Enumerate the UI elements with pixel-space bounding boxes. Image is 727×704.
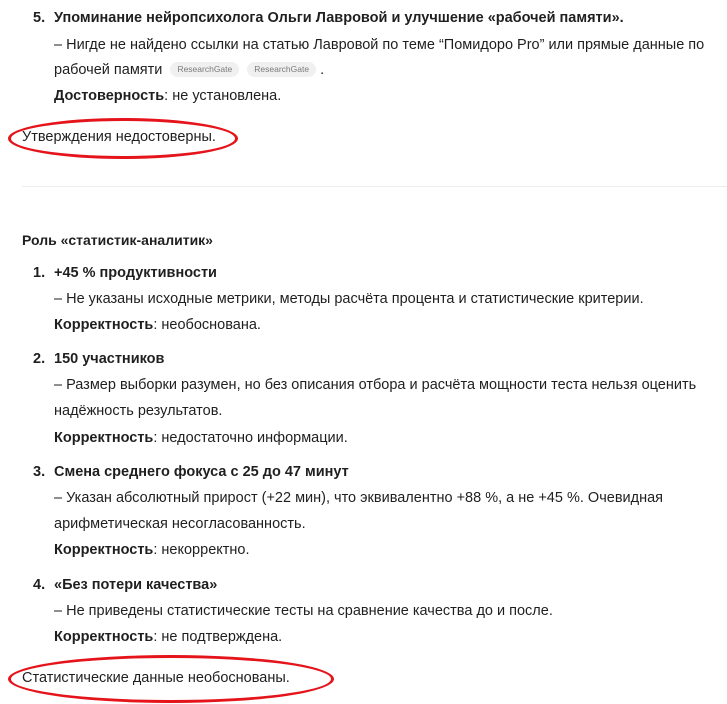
list-number: 5. xyxy=(33,10,46,26)
list-item-title: +45 % продуктивности xyxy=(54,265,217,281)
correctness-line xyxy=(54,629,282,645)
correctness-label: Корректность xyxy=(54,542,154,558)
reliability-value: : не установлена. xyxy=(164,88,282,104)
correctness-value: : некорректно. xyxy=(153,542,250,558)
list-item-text: – Не указаны исходные метрики, методы расчёта процента и статистические критерии. xyxy=(54,291,644,307)
red-circle-annotation xyxy=(8,118,238,159)
correctness-value: : не подтверждена. xyxy=(153,629,283,645)
source-chip-researchgate[interactable]: ResearchGate xyxy=(170,62,239,77)
red-circle-annotation xyxy=(8,655,334,703)
correctness-label: Корректность xyxy=(54,317,154,333)
reliability-line xyxy=(54,88,281,104)
section-title: Роль «статистик-аналитик» xyxy=(22,232,213,248)
correctness-label: Корректность xyxy=(54,430,154,446)
list-item-title: «Без потери качества» xyxy=(54,577,218,593)
list-item-text: – Не приведены статистические тесты на сравнение качества до и после. xyxy=(54,603,553,619)
correctness-value: : недостаточно информации. xyxy=(153,430,348,446)
correctness-value: : необоснована. xyxy=(153,317,261,333)
list-item-text-line xyxy=(54,62,324,78)
list-item-text: – Размер выборки разумен, но без описания отбора и расчёта мощности теста нельзя оценить xyxy=(54,377,697,393)
list-item-text: – Нигде не найдено ссылки на статью Лавровой по теме “Помидоро Pro” или прямые данные по xyxy=(54,37,705,53)
list-item-title: 150 участников xyxy=(54,351,165,367)
correctness-label: Корректность xyxy=(54,629,154,645)
list-number: 1. xyxy=(33,265,46,281)
list-item-text: арифметическая несогласованность. xyxy=(54,516,306,532)
conclusion-text: Статистические данные необоснованы. xyxy=(22,670,290,686)
source-chip-researchgate[interactable]: ResearchGate xyxy=(247,62,316,77)
list-number: 3. xyxy=(33,464,46,480)
list-number: 4. xyxy=(33,577,46,593)
list-item-text: надёжность результатов. xyxy=(54,403,223,419)
reliability-label: Достоверность xyxy=(54,88,165,104)
list-item-text: рабочей памяти xyxy=(54,62,163,78)
list-item-title: Смена среднего фокуса с 25 до 47 минут xyxy=(54,464,349,480)
section-divider xyxy=(22,186,727,187)
correctness-line xyxy=(54,430,348,446)
list-item-text: . xyxy=(320,62,325,78)
conclusion-text: Утверждения недостоверны. xyxy=(22,129,216,145)
correctness-line xyxy=(54,317,261,333)
list-item-text: – Указан абсолютный прирост (+22 мин), что эквивалентно +88 %, а не +45 %. Очевидная xyxy=(54,490,663,506)
list-item-title: Упоминание нейропсихолога Ольги Лавровой и улучшение «рабочей памяти». xyxy=(54,10,624,26)
list-number: 2. xyxy=(33,351,46,367)
correctness-line xyxy=(54,542,250,558)
